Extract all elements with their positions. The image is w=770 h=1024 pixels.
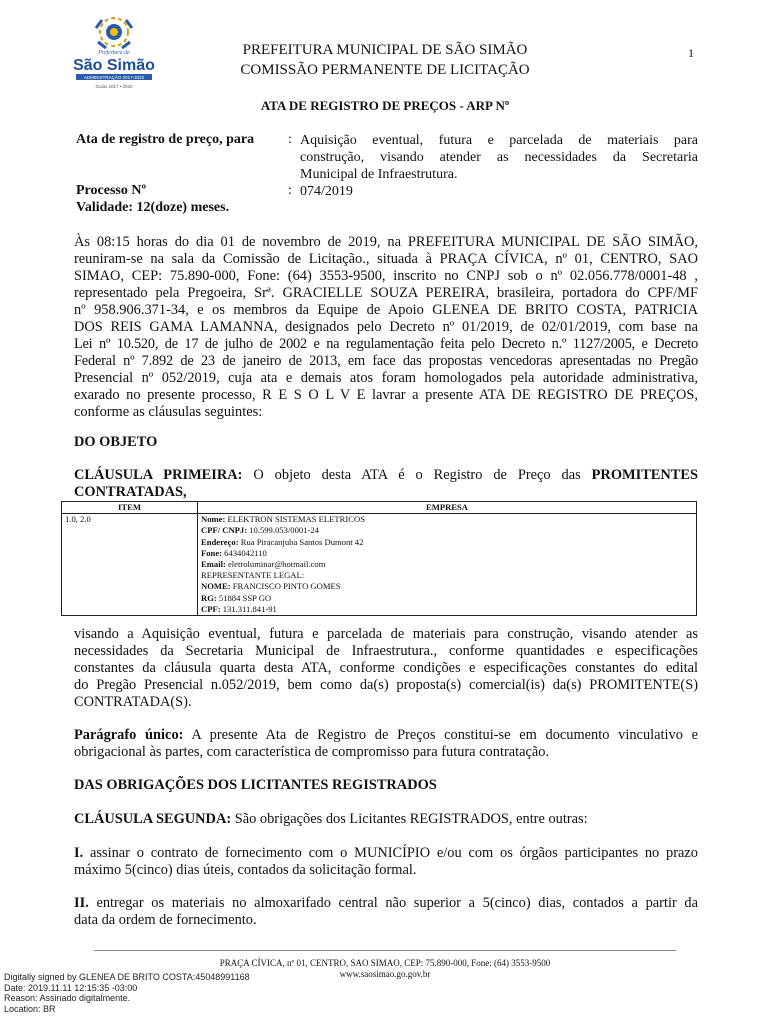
empresa-line <box>201 570 693 581</box>
clausula-segunda-label: CLÁUSULA SEGUNDA: <box>74 811 232 827</box>
intro-line: exarado no presente processo, R E S O L V E lavrar a presente ATA DE REGISTRO DE PREÇOS, <box>74 387 698 403</box>
empresa-line <box>201 525 693 536</box>
empresa-line-label: Email: <box>201 559 226 570</box>
header-line-2: COMISSÃO PERMANENTE DE LICITAÇÃO <box>240 62 530 78</box>
obrigacao-item-2 <box>74 895 698 929</box>
digital-signature-stamp <box>4 972 250 1014</box>
paragrafo-unico <box>74 727 698 761</box>
empresa-line-label: CPF/ CNPJ: <box>201 525 248 536</box>
logo-tagline: ADMINISTRAÇÃO 2017-2020 <box>83 75 145 80</box>
logo-top-text: Prefeitura de <box>98 50 130 56</box>
page-number: 1 <box>688 46 694 60</box>
empresa-line <box>201 548 693 559</box>
intro-paragraph <box>74 234 698 421</box>
empresa-line-value: Rua Piracanjuba Santos Dumont 42 <box>238 536 364 547</box>
signature-line: Date: 2019.11.11 12:15:35 -03:00 <box>4 982 138 993</box>
visando-paragraph <box>74 626 698 711</box>
meta-value-line: Municipal de Infraestrutura. <box>300 167 458 182</box>
meta-colon-2: : <box>288 183 292 198</box>
table-cell-item: 1.0, 2.0 <box>62 514 198 616</box>
paragrafo-unico-label: Parágrafo único: <box>74 727 184 743</box>
signature-line: Location: BR <box>4 1003 56 1014</box>
intro-line: Federal nº 7.892 de 23 de janeiro de 2013, em face das propostas vencedoras apresentadas no Pregão <box>74 353 698 369</box>
clausula-primeira-text: O objeto desta ATA é o Registro de Preço das <box>242 467 592 483</box>
logo-name: São Simão <box>73 57 155 74</box>
empresa-line-label: Nome: <box>201 514 226 525</box>
meta-colon-1: : <box>288 132 292 147</box>
obrigacao-item-2-line1: entregar os materiais no almoxarifado central não superior a 5(cinco) dias, contados a partir da <box>88 895 698 911</box>
empresa-line-label: RG: <box>201 592 217 603</box>
empresa-line-label: Endereço: <box>201 536 239 547</box>
visando-line: necessidades da Secretaria Municipal de Infraestrutura., conforme quantidades e especificações <box>74 643 698 659</box>
obrigacao-item-1 <box>74 845 698 879</box>
visando-line: CONTRATADA(S). <box>74 694 192 710</box>
intro-line: representado pela Pregoeira, Srª. GRACIELLE SOUZA PEREIRA, brasileira, portadora do CPF/MF <box>74 285 698 301</box>
footer-website: www.saosimao.go.gov.br <box>339 969 431 979</box>
meta-value-line: construção, visando atender as necessidades da Secretaria <box>300 150 698 165</box>
meta-value-objeto <box>300 132 698 183</box>
obrigacao-item-1-line2: máximo 5(cinco) dias úteis, contados da solicitação formal. <box>74 862 417 878</box>
signature-line: Digitally signed by GLENEA DE BRITO COSTA:45048991168 <box>4 972 250 982</box>
empresa-line-value: eletroluminar@hotmail.com <box>225 559 326 570</box>
intro-line: reuniram-se na sala da Comissão de Licitação., situada à PRAÇA CÍVICA, nº 01, CENTRO, SAO <box>74 251 698 267</box>
clausula-segunda <box>74 811 698 828</box>
empresa-line-value: FRANCISCO PINTO GOMES <box>230 581 341 592</box>
clausula-primeira <box>74 467 698 501</box>
empresa-line-value: 10.599.053/0001-24 <box>247 525 319 536</box>
empresa-line-value: ELEKTRON SISTEMAS ELETRICOS <box>225 514 365 525</box>
visando-line: visando a Aquisição eventual, futura e parcelada de materiais para construção, visando atender as <box>74 626 698 642</box>
section-heading-obrigacoes: DAS OBRIGAÇÕES DOS LICITANTES REGISTRADOS <box>74 777 437 793</box>
intro-line: Lei nº 10.520, de 17 de julho de 2002 e na regulamentação feita pelo Decreto n.º 1127/2005, e Decreto <box>74 336 698 352</box>
empresa-line-value: REPRESENTANTE LEGAL: <box>201 570 305 581</box>
clausula-segunda-text: São obrigações dos Licitantes REGISTRADOS, entre outras: <box>231 811 588 827</box>
obrigacao-item-1-label: I. <box>74 845 84 861</box>
meta-value-line: Aquisição eventual, futura e parcelada de materiais para <box>300 133 698 148</box>
intro-line: Presencial nº 052/2019, cuja ata e demais atos foram homologados pela autoridade administrativa, <box>74 370 698 386</box>
obrigacao-item-2-line2: data da ordem de fornecimento. <box>74 912 257 928</box>
visando-line: do Pregão Presencial n.052/2019, bem como da(s) proposta(s) comercial(is) da(s) PROMITENTE(S) <box>74 677 698 693</box>
empresa-line <box>201 514 693 525</box>
clausula-primeira-bold: PROMITENTES <box>591 467 698 483</box>
obrigacao-item-2-label: II. <box>74 895 89 911</box>
table-header-item: ITEM <box>62 502 198 514</box>
section-heading-objeto: DO OBJETO <box>74 434 158 450</box>
signature-line: Reason: Assinado digitalmente. <box>4 993 131 1003</box>
empresa-line <box>201 593 693 604</box>
intro-line: DOS REIS GAMA LAMANNA, designados pelo Decreto nº 01/2019, de 02/01/2019, com base na <box>74 319 698 335</box>
empresa-line-label: Fone: <box>201 547 223 558</box>
empresa-line-label: NOME: <box>201 581 231 592</box>
intro-line: SIMAO, CEP: 75.890-000, Fone: (64) 3553-9500, inscrito no CNPJ sob o nº 02.056.778/0001-48 , <box>74 268 698 284</box>
paragrafo-unico-line2: obrigacional às partes, com característica de compromisso para futura contratação. <box>74 744 550 760</box>
table-row <box>62 514 697 616</box>
intro-line: nº 958.906.371-34, e os membros da Equipe de Apoio GLENEA DE BRITO COSTA, PATRICIA <box>74 302 698 318</box>
meta-label-processo: Processo Nº <box>76 183 147 198</box>
meta-label-ata: Ata de registro de preço, para <box>76 132 255 147</box>
logo-sub: Goiás 2017 • 2020 <box>95 84 133 89</box>
meta-value-processo: 074/2019 <box>300 184 353 199</box>
empresa-line-label: CPF: <box>201 603 221 614</box>
footer-divider <box>94 950 676 951</box>
table-cell-empresa <box>198 514 697 616</box>
clausula-primeira-line2: CONTRATADAS, <box>74 484 187 500</box>
table-header-row <box>62 502 697 514</box>
obrigacao-item-1-line1: assinar o contrato de fornecimento com o MUNICÍPIO e/ou com os órgãos participantes no prazo <box>83 845 698 861</box>
document-title: ATA DE REGISTRO DE PREÇOS - ARP Nº <box>260 98 510 113</box>
empresa-line <box>201 604 693 615</box>
empresa-line <box>201 537 693 548</box>
intro-line: conforme as cláusulas seguintes: <box>74 404 263 420</box>
empresa-line-value: 131.311.841-91 <box>220 603 277 614</box>
empresa-line-value: 51884 SSP GO <box>216 592 272 603</box>
header-line-1: PREFEITURA MUNICIPAL DE SÃO SIMÃO <box>242 42 528 58</box>
visando-line: constantes da cláusula quarta desta ATA, conforme condições e especificações constantes do edital <box>74 660 698 676</box>
clausula-primeira-label: CLÁUSULA PRIMEIRA: <box>74 467 243 483</box>
meta-label-validade: Validade: 12(doze) meses. <box>76 200 230 215</box>
empresa-line <box>201 559 693 570</box>
paragrafo-unico-line1: A presente Ata de Registro de Preços constitui-se em documento vinculativo e <box>183 727 699 743</box>
prefeitura-logo <box>66 14 162 92</box>
empresa-line-value: 6434042110 <box>222 547 267 558</box>
empresa-table <box>61 501 697 616</box>
footer-address: PRAÇA CÍVICA, nº 01, CENTRO, SAO SIMAO, CEP: 75.890-000, Fone: (64) 3553-9500 <box>219 958 551 968</box>
intro-line: Às 08:15 horas do dia 01 de novembro de 2019, na PREFEITURA MUNICIPAL DE SÃO SIMÃO, <box>74 234 698 250</box>
empresa-line <box>201 581 693 592</box>
table-header-empresa: EMPRESA <box>198 502 697 514</box>
